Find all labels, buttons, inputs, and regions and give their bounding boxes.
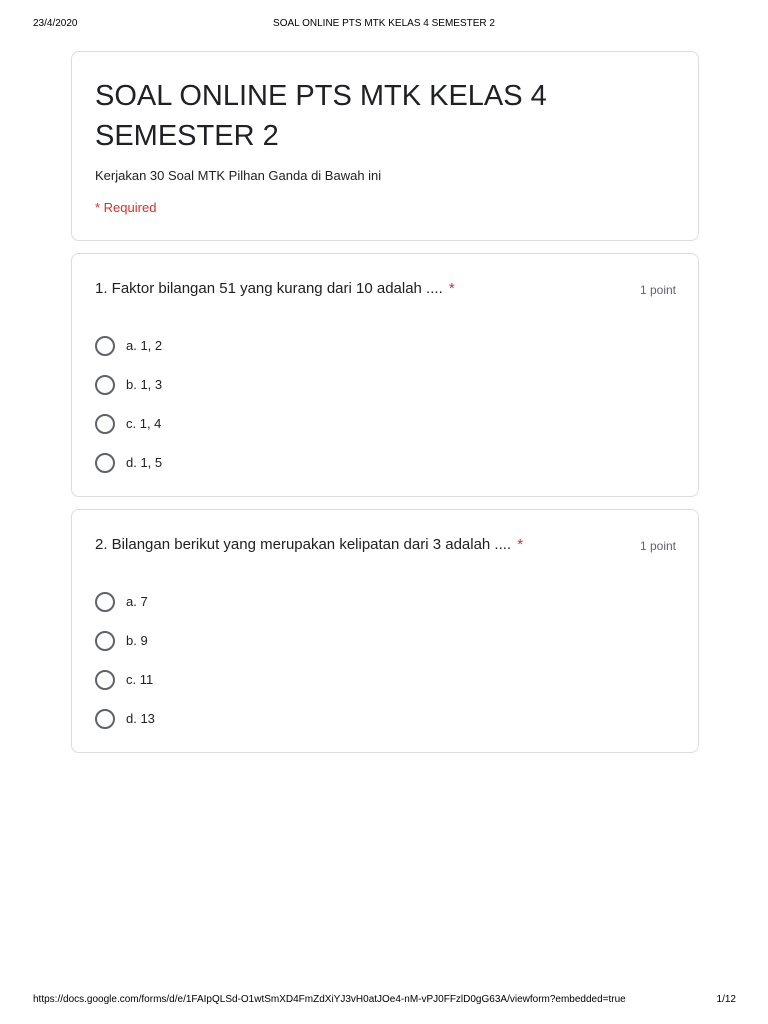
- print-page-number: 1/12: [716, 994, 736, 1005]
- options-list: [95, 582, 155, 738]
- radio-button[interactable]: [95, 336, 115, 356]
- form-description: Kerjakan 30 Soal MTK Pilhan Ganda di Bawah ini: [95, 168, 382, 183]
- print-date: 23/4/2020: [33, 18, 78, 29]
- option-a[interactable]: [95, 582, 155, 621]
- option-d[interactable]: [95, 699, 155, 738]
- question-card-2: [71, 509, 699, 753]
- radio-button[interactable]: [95, 414, 115, 434]
- question-text: [95, 280, 455, 297]
- option-c[interactable]: [95, 404, 162, 443]
- radio-button[interactable]: [95, 375, 115, 395]
- option-label: c. 1, 4: [126, 416, 162, 431]
- option-b[interactable]: [95, 621, 155, 660]
- required-note: * Required: [95, 200, 157, 215]
- options-list: [95, 326, 162, 482]
- radio-button[interactable]: [95, 592, 115, 612]
- radio-button[interactable]: [95, 631, 115, 651]
- option-label: c. 11: [126, 672, 154, 687]
- required-star: *: [517, 536, 524, 553]
- print-header: [0, 18, 768, 32]
- print-footer: [0, 994, 768, 1008]
- option-label: a. 7: [126, 594, 148, 609]
- question-label: 2. Bilangan berikut yang merupakan kelipatan dari 3 adalah ....: [95, 536, 512, 553]
- radio-button[interactable]: [95, 709, 115, 729]
- option-label: b. 9: [126, 633, 148, 648]
- radio-button[interactable]: [95, 670, 115, 690]
- question-label: 1. Faktor bilangan 51 yang kurang dari 10 adalah ....: [95, 280, 443, 297]
- question-points: 1 point: [639, 539, 676, 553]
- print-url: https://docs.google.com/forms/d/e/1FAIpQLSd-O1wtSmXD4FmZdXiYJ3vH0atJOe4-nM-vPJ0FFzlD0gG63A/viewform?embedded=true: [33, 994, 626, 1005]
- form-header-card: [71, 51, 699, 241]
- form-title: SOAL ONLINE PTS MTK KELAS 4 SEMESTER 2: [95, 80, 547, 152]
- option-label: d. 1, 5: [126, 455, 163, 470]
- option-a[interactable]: [95, 326, 162, 365]
- question-text: [95, 536, 523, 553]
- option-d[interactable]: [95, 443, 162, 482]
- required-star: *: [448, 280, 455, 297]
- option-label: b. 1, 3: [126, 377, 163, 392]
- option-b[interactable]: [95, 365, 162, 404]
- question-points: 1 point: [639, 283, 676, 297]
- option-c[interactable]: [95, 660, 155, 699]
- question-card-1: [71, 253, 699, 497]
- radio-button[interactable]: [95, 453, 115, 473]
- option-label: d. 13: [126, 711, 155, 726]
- option-label: a. 1, 2: [126, 338, 163, 353]
- print-doc-title: SOAL ONLINE PTS MTK KELAS 4 SEMESTER 2: [273, 18, 495, 29]
